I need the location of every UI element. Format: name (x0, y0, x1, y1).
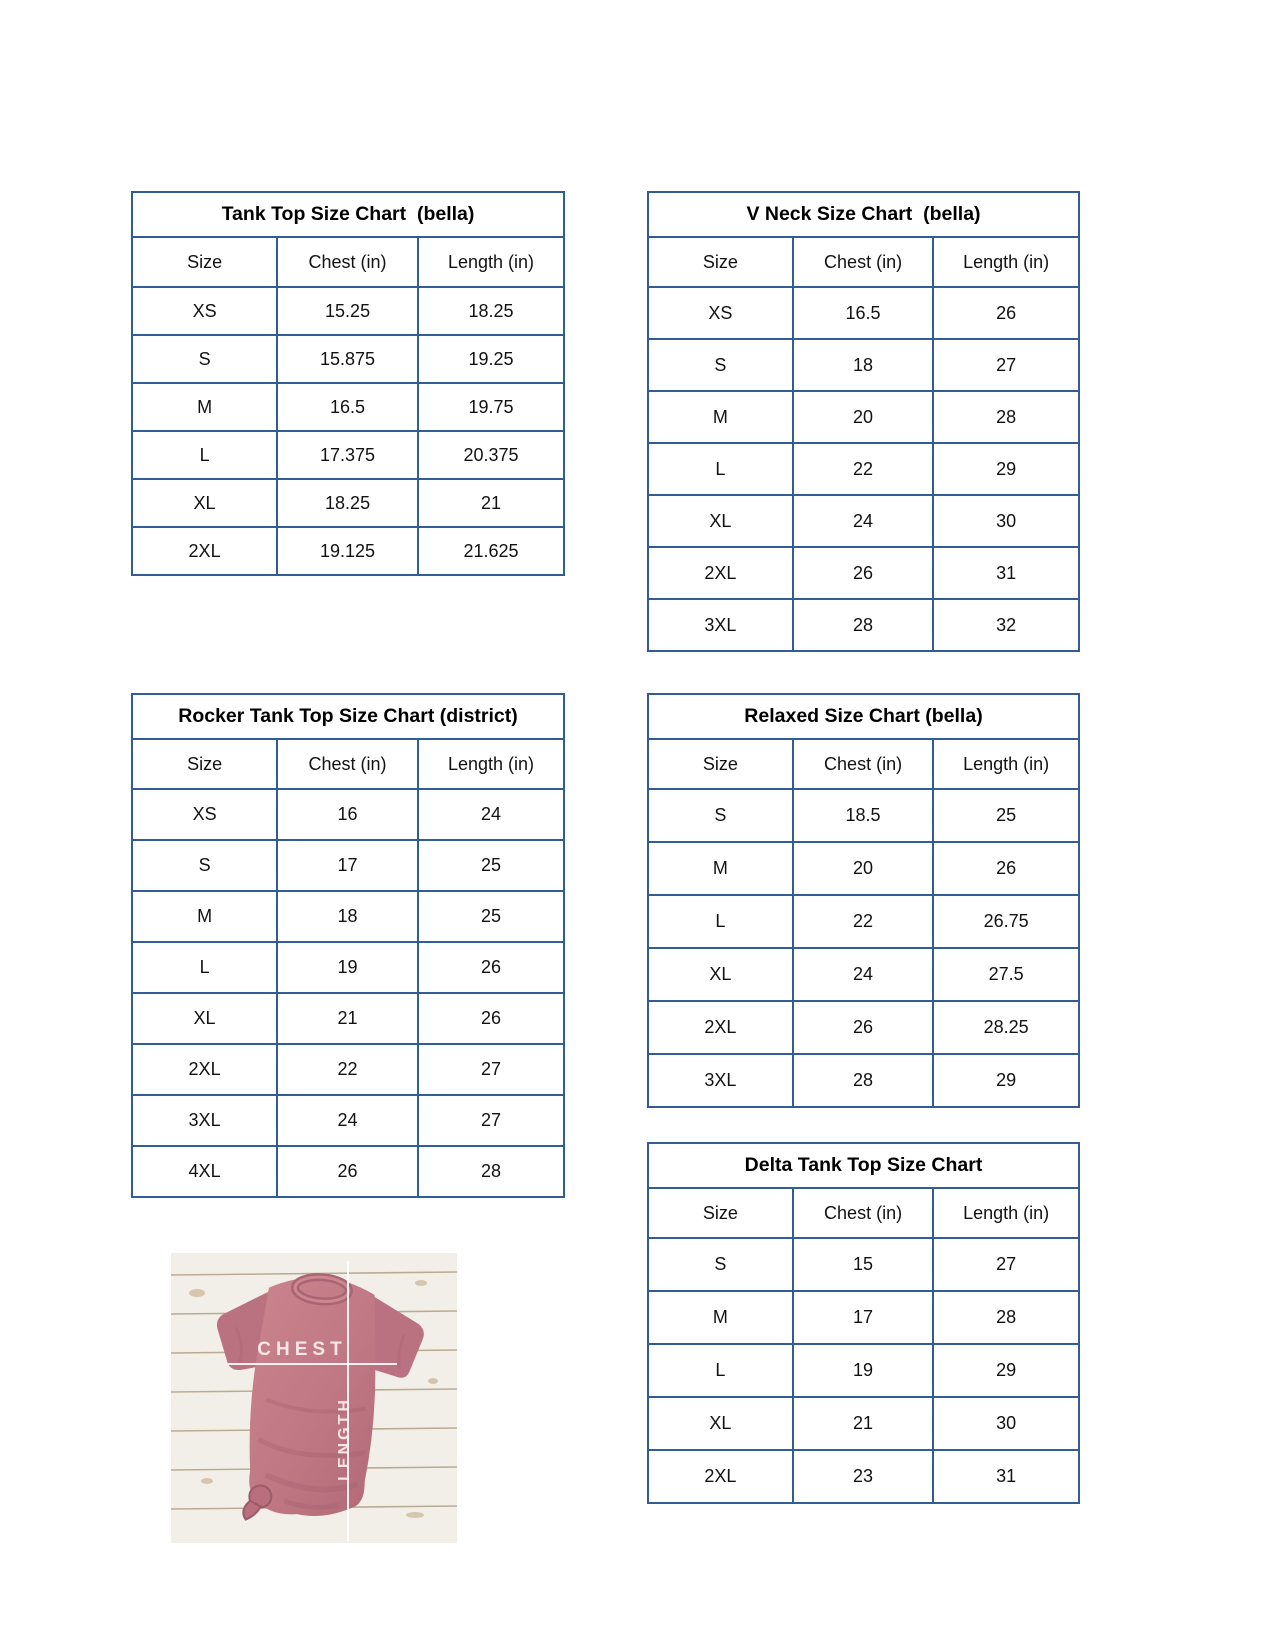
size-cell: XS (648, 287, 793, 339)
size-cell: XL (132, 993, 277, 1044)
length-cell: 29 (933, 443, 1079, 495)
size-cell: XL (648, 948, 793, 1001)
table-row (132, 789, 564, 840)
title-row (648, 694, 1079, 739)
size-cell: 3XL (648, 1054, 793, 1107)
table-row (648, 339, 1079, 391)
chest-cell: 18 (793, 339, 934, 391)
length-cell: 20.375 (418, 431, 564, 479)
size-cell: S (132, 840, 277, 891)
length-measurement-label: LENGTH (336, 1397, 353, 1481)
length-cell: 21 (418, 479, 564, 527)
col-header-chest: Chest (in) (277, 739, 418, 789)
length-cell: 25 (418, 840, 564, 891)
relaxed-size-chart-table (647, 693, 1080, 1108)
size-cell: 3XL (648, 599, 793, 651)
relaxed-bella-grid (647, 693, 1080, 1108)
chest-cell: 21 (793, 1397, 934, 1450)
chest-cell: 26 (793, 547, 934, 599)
length-cell: 19.25 (418, 335, 564, 383)
table-row (648, 495, 1079, 547)
length-cell: 30 (933, 495, 1079, 547)
length-cell: 21.625 (418, 527, 564, 575)
table-row (648, 1001, 1079, 1054)
chest-cell: 24 (793, 495, 934, 547)
col-header-length: Length (in) (933, 1188, 1079, 1238)
table-row (132, 1095, 564, 1146)
header-row (648, 1188, 1079, 1238)
table-row (648, 1238, 1079, 1291)
col-header-size: Size (648, 237, 793, 287)
tank-top-bella-title: Tank Top Size Chart (bella) (132, 192, 564, 237)
col-header-length: Length (in) (418, 237, 564, 287)
size-cell: M (648, 1291, 793, 1344)
table-row (648, 842, 1079, 895)
length-cell: 24 (418, 789, 564, 840)
chest-cell: 18.25 (277, 479, 418, 527)
length-cell: 26.75 (933, 895, 1079, 948)
relaxed-bella-title: Relaxed Size Chart (bella) (648, 694, 1079, 739)
table-row (132, 527, 564, 575)
col-header-size: Size (132, 739, 277, 789)
size-cell: L (648, 1344, 793, 1397)
header-row (648, 237, 1079, 287)
shirt-measurement-photo (171, 1253, 457, 1543)
size-cell: XL (648, 1397, 793, 1450)
col-header-chest: Chest (in) (793, 1188, 934, 1238)
chest-cell: 23 (793, 1450, 934, 1503)
chest-cell: 15.875 (277, 335, 418, 383)
chest-cell: 17.375 (277, 431, 418, 479)
length-cell: 28 (933, 1291, 1079, 1344)
length-cell: 28 (933, 391, 1079, 443)
col-header-size: Size (648, 739, 793, 789)
chest-cell: 17 (793, 1291, 934, 1344)
table-row (648, 1397, 1079, 1450)
col-header-length: Length (in) (933, 237, 1079, 287)
chest-cell: 22 (277, 1044, 418, 1095)
table-row (648, 1450, 1079, 1503)
table-row (648, 948, 1079, 1001)
delta-tank-top-title: Delta Tank Top Size Chart (648, 1143, 1079, 1188)
chest-cell: 16.5 (277, 383, 418, 431)
size-cell: XS (132, 789, 277, 840)
header-row (132, 739, 564, 789)
col-header-chest: Chest (in) (793, 739, 934, 789)
chest-measurement-label: CHEST (257, 1339, 347, 1360)
size-cell: M (648, 391, 793, 443)
table-row (648, 789, 1079, 842)
length-cell: 19.75 (418, 383, 564, 431)
table-row (132, 891, 564, 942)
table-row (648, 599, 1079, 651)
size-cell: L (132, 942, 277, 993)
size-cell: 2XL (648, 1450, 793, 1503)
length-cell: 27 (418, 1044, 564, 1095)
length-cell: 29 (933, 1344, 1079, 1397)
length-cell: 27.5 (933, 948, 1079, 1001)
chest-cell: 16 (277, 789, 418, 840)
size-cell: 2XL (132, 527, 277, 575)
v-neck-bella-title: V Neck Size Chart (bella) (648, 192, 1079, 237)
length-cell: 26 (933, 842, 1079, 895)
table-row (648, 443, 1079, 495)
length-cell: 27 (418, 1095, 564, 1146)
length-cell: 28 (418, 1146, 564, 1197)
table-row (132, 287, 564, 335)
delta-tank-top-grid (647, 1142, 1080, 1504)
size-cell: L (648, 443, 793, 495)
chest-cell: 22 (793, 443, 934, 495)
table-row (648, 1054, 1079, 1107)
table-row (648, 1344, 1079, 1397)
chest-cell: 26 (793, 1001, 934, 1054)
size-cell: L (132, 431, 277, 479)
size-cell: XL (132, 479, 277, 527)
size-cell: M (132, 383, 277, 431)
length-cell: 31 (933, 547, 1079, 599)
rocker-tank-top-district-title: Rocker Tank Top Size Chart (district) (132, 694, 564, 739)
chest-cell: 16.5 (793, 287, 934, 339)
length-cell: 27 (933, 339, 1079, 391)
chest-cell: 18.5 (793, 789, 934, 842)
table-row (648, 391, 1079, 443)
chest-cell: 28 (793, 1054, 934, 1107)
chest-cell: 26 (277, 1146, 418, 1197)
table-row (132, 942, 564, 993)
size-cell: 2XL (132, 1044, 277, 1095)
chest-cell: 19 (793, 1344, 934, 1397)
chest-cell: 18 (277, 891, 418, 942)
rocker-tank-top-district-grid (131, 693, 565, 1198)
size-cell: 2XL (648, 1001, 793, 1054)
length-cell: 25 (418, 891, 564, 942)
chest-cell: 21 (277, 993, 418, 1044)
delta-tank-top-size-chart-table (647, 1142, 1080, 1504)
table-row (132, 479, 564, 527)
chest-cell: 24 (793, 948, 934, 1001)
rocker-tank-top-size-chart-table (131, 693, 565, 1198)
title-row (132, 694, 564, 739)
size-cell: S (648, 339, 793, 391)
length-cell: 28.25 (933, 1001, 1079, 1054)
v-neck-size-chart-table (647, 191, 1080, 652)
length-cell: 29 (933, 1054, 1079, 1107)
table-row (132, 383, 564, 431)
length-cell: 25 (933, 789, 1079, 842)
size-cell: M (648, 842, 793, 895)
size-cell: S (132, 335, 277, 383)
title-row (648, 1143, 1079, 1188)
table-row (132, 431, 564, 479)
chest-cell: 19 (277, 942, 418, 993)
size-cell: S (648, 1238, 793, 1291)
col-header-length: Length (in) (418, 739, 564, 789)
size-cell: S (648, 789, 793, 842)
chest-cell: 24 (277, 1095, 418, 1146)
col-header-size: Size (648, 1188, 793, 1238)
shirt-illustration (171, 1253, 457, 1543)
table-row (648, 287, 1079, 339)
length-cell: 27 (933, 1238, 1079, 1291)
tank-top-bella-grid (131, 191, 565, 576)
header-row (648, 739, 1079, 789)
size-cell: 3XL (132, 1095, 277, 1146)
title-row (132, 192, 564, 237)
size-cell: L (648, 895, 793, 948)
table-row (648, 547, 1079, 599)
title-row (648, 192, 1079, 237)
table-row (132, 1044, 564, 1095)
header-row (132, 237, 564, 287)
tank-top-size-chart-table (131, 191, 565, 576)
length-cell: 32 (933, 599, 1079, 651)
col-header-length: Length (in) (933, 739, 1079, 789)
size-cell: M (132, 891, 277, 942)
chest-cell: 28 (793, 599, 934, 651)
length-cell: 26 (418, 993, 564, 1044)
size-cell: 2XL (648, 547, 793, 599)
table-row (648, 895, 1079, 948)
table-row (132, 1146, 564, 1197)
chest-cell: 20 (793, 391, 934, 443)
chest-cell: 22 (793, 895, 934, 948)
v-neck-bella-grid (647, 191, 1080, 652)
length-cell: 26 (933, 287, 1079, 339)
length-cell: 30 (933, 1397, 1079, 1450)
length-cell: 18.25 (418, 287, 564, 335)
table-row (132, 993, 564, 1044)
table-row (132, 840, 564, 891)
chest-cell: 15 (793, 1238, 934, 1291)
size-cell: 4XL (132, 1146, 277, 1197)
length-cell: 26 (418, 942, 564, 993)
size-cell: XL (648, 495, 793, 547)
col-header-size: Size (132, 237, 277, 287)
chest-cell: 20 (793, 842, 934, 895)
col-header-chest: Chest (in) (793, 237, 934, 287)
table-row (648, 1291, 1079, 1344)
col-header-chest: Chest (in) (277, 237, 418, 287)
chest-cell: 19.125 (277, 527, 418, 575)
chest-cell: 17 (277, 840, 418, 891)
size-cell: XS (132, 287, 277, 335)
length-cell: 31 (933, 1450, 1079, 1503)
chest-cell: 15.25 (277, 287, 418, 335)
table-row (132, 335, 564, 383)
